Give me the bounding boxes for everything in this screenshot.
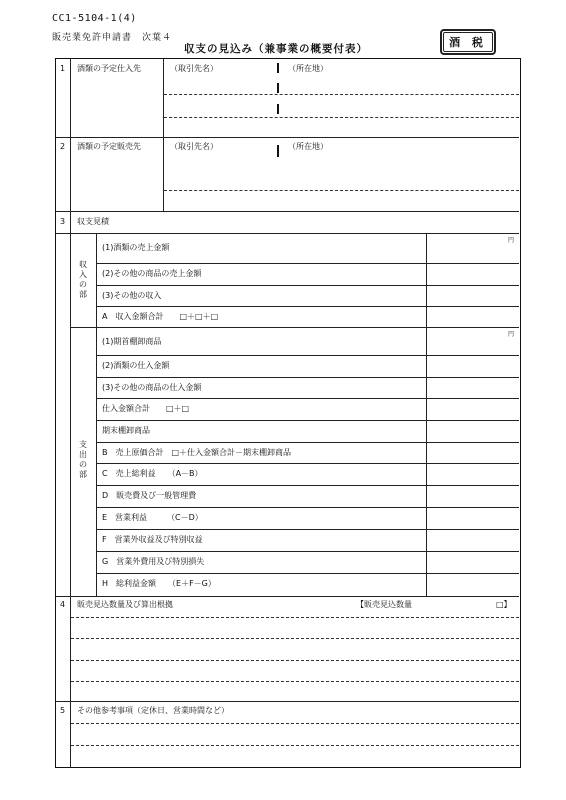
expense-section-label: 支出の部 [79, 440, 87, 479]
section-2-separator [277, 145, 279, 157]
expense-row-total-profit: H 総利益金額 （E＋F－G） [102, 579, 216, 588]
section-1-location-label: （所在地） [288, 64, 328, 73]
divider-s4-s5 [56, 701, 519, 702]
section-1-separator [277, 63, 279, 73]
section-4-write-line[interactable] [71, 660, 519, 661]
row-divider [96, 551, 519, 552]
row-divider [96, 377, 519, 378]
section-1-write-line[interactable] [164, 117, 519, 118]
section-3-label: 収支見積 [77, 217, 109, 226]
section-2-label: 酒類の予定販売先 [77, 142, 141, 151]
expense-row-cost-of-sales: B 売上原価合計 □＋仕入金額合計－期末棚卸商品 [102, 448, 292, 457]
expense-row-gross-profit: C 売上総利益 （A－B） [102, 469, 203, 478]
section-4-quantity-end: □】 [496, 600, 512, 609]
section-3-number: 3 [60, 217, 66, 226]
subgroup-column-line [96, 233, 97, 596]
label-column-line [163, 59, 164, 211]
income-section-label: 収入の部 [79, 260, 87, 299]
row-divider [96, 507, 519, 508]
income-row-total: A 収入金額合計 □＋□＋□ [102, 312, 219, 321]
income-forecast-form [55, 58, 521, 768]
tax-stamp: 酒 税 [440, 29, 496, 55]
section-4-write-line[interactable] [71, 681, 519, 682]
expense-row-other-purchases: (3)その他の商品の仕入金額 [102, 383, 202, 392]
row-divider [96, 285, 519, 286]
divider-s1-s2 [56, 137, 519, 138]
section-1-label: 酒類の予定仕入先 [77, 64, 141, 73]
section-5-number: 5 [60, 706, 66, 715]
section-1-separator [277, 104, 279, 114]
section-5-label: その他参考事項（定休日、営業時間など） [77, 706, 229, 715]
section-4-write-line[interactable] [71, 617, 519, 618]
expense-row-sga: D 販売費及び一般管理費 [102, 491, 197, 500]
expense-row-opening-inventory: (1)期首棚卸商品 [102, 337, 162, 346]
section-4-write-line[interactable] [71, 638, 519, 639]
income-row-other-income: (3)その他の収入 [102, 291, 162, 300]
income-row-liquor-sales: (1)酒類の売上金額 [102, 243, 170, 252]
yen-unit-income: 円 [508, 237, 515, 244]
amount-cell[interactable] [427, 234, 519, 262]
section-2-write-line[interactable] [164, 190, 519, 191]
section-1-separator [277, 83, 279, 93]
expense-row-purchase-total: 仕入金額合計 □＋□ [102, 404, 190, 413]
amount-cell[interactable] [427, 328, 519, 354]
section-2-location-label: （所在地） [288, 142, 328, 151]
row-divider [96, 420, 519, 421]
amount-column-line [426, 233, 427, 596]
section-4-quantity-label: 【販売見込数量 [356, 600, 412, 609]
page-title: 収支の見込み（兼事業の概要付表） [184, 43, 368, 55]
yen-unit-expense: 円 [508, 331, 515, 338]
row-divider [96, 529, 519, 530]
divider-s2-s3 [56, 211, 519, 212]
expense-row-closing-inventory: 期末棚卸商品 [102, 426, 150, 435]
section-4-label: 販売見込数量及び算出根拠 [77, 600, 173, 609]
section-5-write-line[interactable] [71, 745, 519, 746]
expense-row-non-operating-expense: G 営業外費用及び特別損失 [102, 557, 205, 566]
section-2-number: 2 [60, 142, 66, 151]
section-1-write-line[interactable] [164, 94, 519, 95]
section-1-partner-label: （取引先名） [170, 64, 218, 73]
income-row-other-sales: (2)その他の商品の売上金額 [102, 269, 202, 278]
row-divider [96, 485, 519, 486]
row-divider [96, 573, 519, 574]
expense-row-operating-profit: E 営業利益 （C－D） [102, 513, 203, 522]
section-2-partner-label: （取引先名） [170, 142, 218, 151]
form-code: CC1-5104-1(4) [52, 13, 137, 24]
row-divider [96, 355, 519, 356]
divider-s3-s4 [56, 596, 519, 597]
form-subtitle: 販売業免許申請書 次葉４ [52, 33, 173, 43]
section-5-write-line[interactable] [71, 723, 519, 724]
row-divider [96, 463, 519, 464]
expense-row-non-operating-income: F 営業外収益及び特別収益 [102, 535, 203, 544]
row-divider [96, 306, 519, 307]
row-divider [96, 263, 519, 264]
row-divider [96, 442, 519, 443]
section-1-number: 1 [60, 64, 66, 73]
expense-row-liquor-purchases: (2)酒類の仕入金額 [102, 361, 170, 370]
row-divider [96, 398, 519, 399]
section-4-number: 4 [60, 600, 66, 609]
